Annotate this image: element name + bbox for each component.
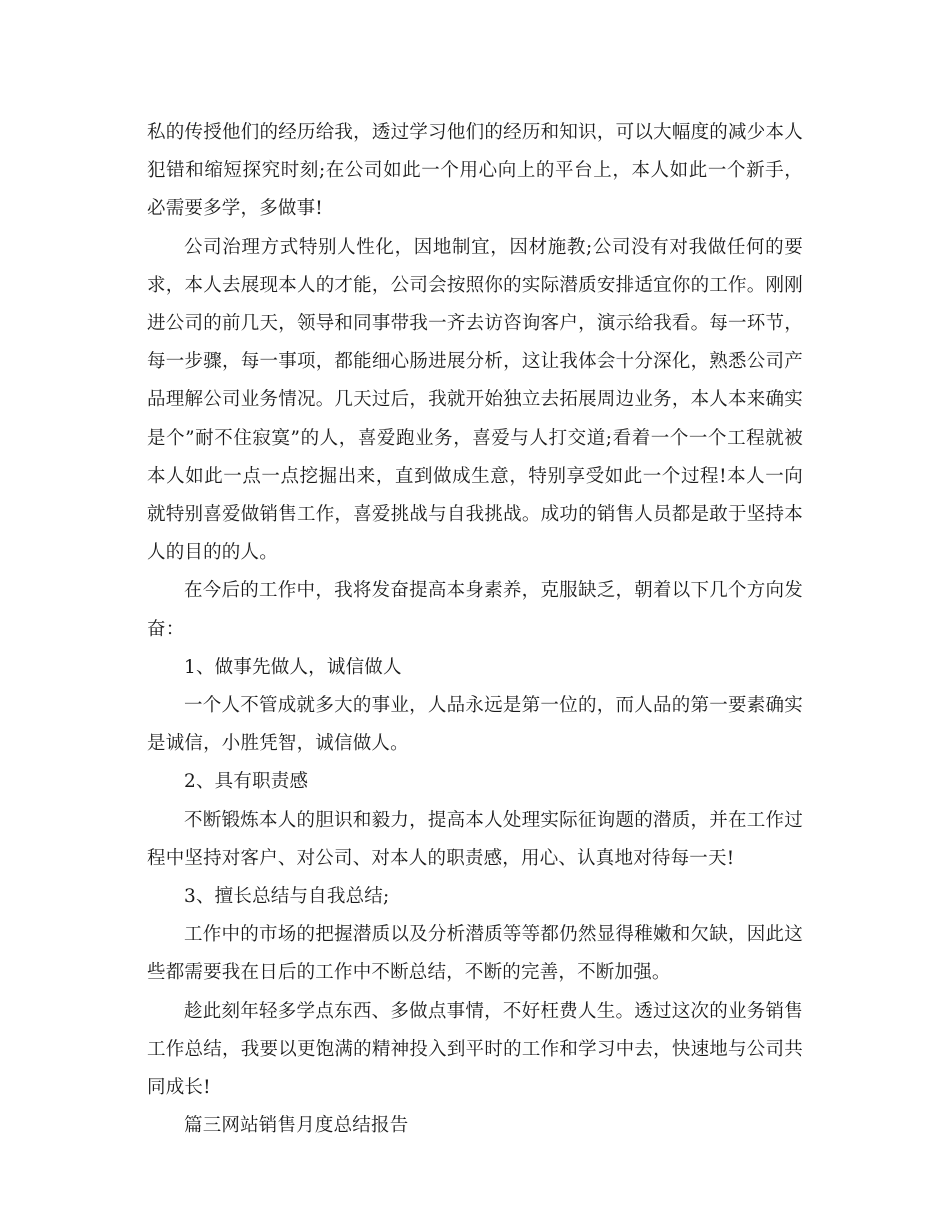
- section-heading: 篇三网站销售月度总结报告: [184, 1115, 409, 1137]
- list-heading: 1、做事先做人，诚信做人: [184, 656, 402, 678]
- paragraph: 不断锻炼本人的胆识和毅力，提高本人处理实际征询题的潜质，并在工作过程中坚持对客户、对公司、对本人的职责感，用心、认真地对待每一天!: [147, 809, 803, 869]
- list-heading: 3、擅长总结与自我总结;: [184, 886, 390, 908]
- paragraph: 在今后的工作中，我将发奋提高本身素养，克服缺乏，朝着以下几个方向发奋：: [147, 580, 803, 640]
- paragraph: 私的传授他们的经历给我，透过学习他们的经历和知识，可以大幅度的减少本人犯错和缩短探究时刻;在公司如此一个用心向上的平台上，本人如此一个新手，必需要多学，多做事!: [147, 122, 803, 220]
- paragraph: 一个人不管成就多大的事业，人品永远是第一位的，而人品的第一要素确实是诚信，小胜凭智，诚信做人。: [147, 695, 803, 755]
- paragraph: 工作中的市场的把握潜质以及分析潜质等等都仍然显得稚嫩和欠缺，因此这些都需要我在日后的工作中不断总结，不断的完善，不断加强。: [147, 924, 803, 984]
- paragraph: 趁此刻年轻多学点东西、多做点事情，不好枉费人生。透过这次的业务销售工作总结，我要以更饱满的精神投入到平时的工作和学习中去，快速地与公司共同成长!: [147, 1000, 803, 1099]
- document-body: [147, 114, 803, 1145]
- list-heading: 2、具有职责感: [184, 771, 309, 793]
- paragraph: 公司治理方式特别人性化，因地制宜，因材施教;公司没有对我做任何的要求，本人去展现本人的才能，公司会按照你的实际潜质安排适宜你的工作。刚刚进公司的前几天，领导和同事带我一齐去访咨询客户，演示给我看。每一环节，每一步骤，每一事项，都能细心肠进展分析，这让我体会十分深化，熟悉公司产品理解公司业务情况。几天过后，我就开始独立去拓展周边业务，本人本来确实是个”耐不住寂寞”的人，喜爱跑业务，喜爱与人打交道;看着一个一个工程就被本人如此一点一点挖掘出来，直到做成生意，特别享受如此一个过程!本人一向就特别喜爱做销售工作，喜爱挑战与自我挑战。成功的销售人员都是敢于坚持本人的目的的人。: [147, 236, 803, 564]
